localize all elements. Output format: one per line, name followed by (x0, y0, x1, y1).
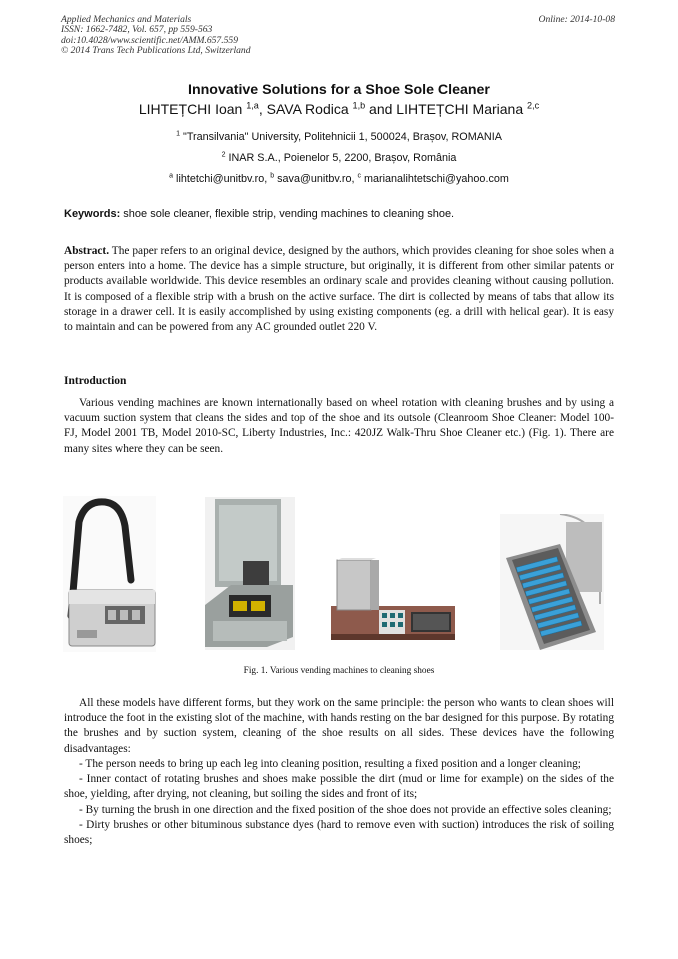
affiliation-2: $^2$ INAR S.A., Poienelor 5, 2200, Brașov, România (221, 151, 457, 164)
list-item: - Inner contact of rotating brushes and shoes make possible the dirt (mud or lime for example) on the sides of the shoe, yielding, after drying, not cleaning, but soiling the sides and front of its; (64, 773, 614, 801)
figure-photo-handle-machine (63, 496, 156, 652)
paper-title: Innovative Solutions for a Shoe Sole Cleaner (188, 82, 490, 98)
keywords: Keywords: shoe sole cleaner, flexible strip, vending machines to cleaning shoe. (64, 208, 455, 220)
doi: doi:10.4028/www.scientific.net/AMM.657.559 (61, 34, 239, 46)
figure-caption: Fig. 1. Various vending machines to cleaning shoes (243, 666, 435, 676)
abstract: Abstract. The paper refers to an original device, designed by the authors, which provides cleaning for shoe soles when a person enters into a home. The device has a simple structure, but originally, it is different from other similar patents or products available worldwide. This device resembles an ordinary scale and provides cleaning without causing pollution. It is composed of a flexible strip with a brush on the active surface. The dirt is collected by means of tabs that allow its storage in a drawer cell. It is easily accomplished by using existing components (eg. a drill with helical gear). It is easy to maintain and can be powered from any AC grounded outlet 220 V. (64, 245, 614, 334)
figure-photo-tower-machine (205, 497, 295, 650)
section-heading-introduction: Introduction (64, 375, 127, 387)
intro-paragraph-2: All these models have different forms, but they work on the same principle: the person who wants to clean shoes will introduce the foot in the existing slot of the machine, with hands resting on the bar designed for this purpose. By rotating the brushes and by suction system, cleaning of the shoe results on all sides. These devices have the following disadvantages: (64, 697, 614, 755)
author-line: LIHTEȚCHI Ioan $^{1,a}$, SAVA Rodica $^{1,b}$ and LIHTEȚCHI Mariana $^{2,c}$ (138, 100, 540, 117)
disadvantages-list (64, 757, 614, 848)
issn: ISSN: 1662-7482, Vol. 657, pp 559-563 (61, 24, 213, 36)
intro-paragraph-1: Various vending machines are known internationally based on wheel rotation with cleaning brushes and by using a vacuum suction system that cleans the sides and top of the shoe and its outsole (Cleanroom Shoe Cleaner: Model 100-FJ, Model 2001 TB, Model 2010-SC, Liberty Industries, Inc.: 420JZ Walk-Thru Shoe Cleaner etc.) (Fig. 1). There are many sites where they can be seen. (64, 397, 614, 455)
online-date: Online: 2014-10-08 (538, 14, 615, 25)
copyright: © 2014 Trans Tech Publications Ltd, Switzerland (61, 45, 251, 57)
journal-header (61, 15, 251, 57)
list-item: - By turning the brush in one direction and the fixed position of the shoe does not provide an effective soles cleaning; (79, 803, 612, 816)
journal-name: Applied Mechanics and Materials (61, 14, 192, 25)
figure-photo-box-machine (327, 558, 459, 648)
affiliation-1: $^1$ "Transilvania" University, Politehnicii 1, 500024, Brașov, ROMANIA (176, 130, 502, 143)
list-item: - The person needs to bring up each leg into cleaning position, resulting a fixed position and a longer cleaning; (79, 758, 581, 770)
email-line: $^a$ lihtetchi@unitbv.ro, $^b$ sava@unitbv.ro, $^c$ marianalihtetschi@yahoo.com (169, 172, 509, 185)
figure-photo-roller-machine (500, 514, 604, 650)
list-item: - Dirty brushes or other bituminous substance dyes (hard to remove even with suction) introduces the risk of soiling shoes; (64, 818, 614, 847)
